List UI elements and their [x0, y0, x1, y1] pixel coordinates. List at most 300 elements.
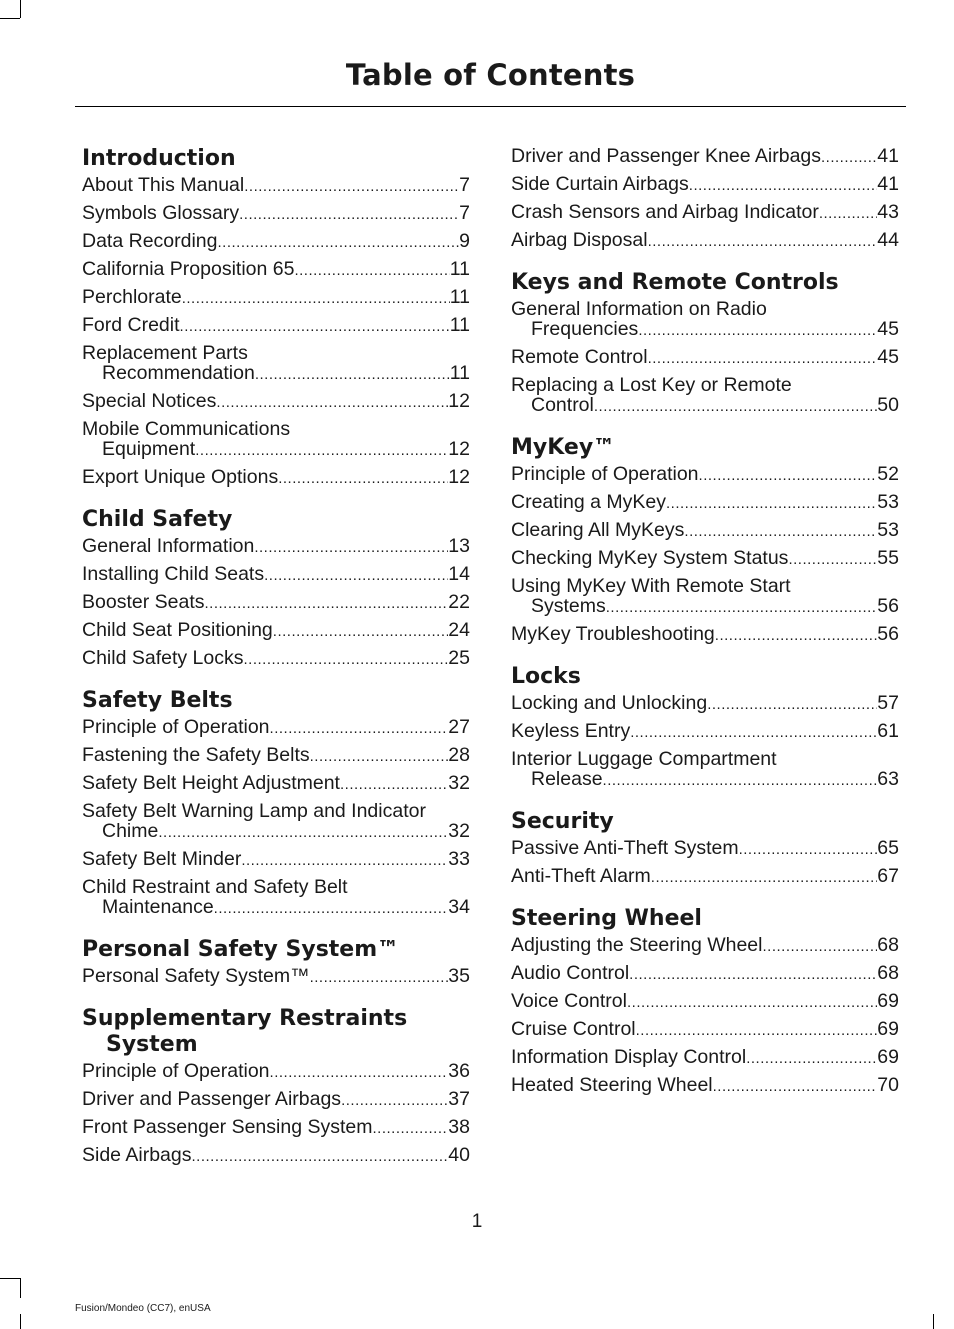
toc-entry[interactable] [511, 174, 899, 196]
entry-title: Safety Belt Warning Lamp and Indicator [82, 800, 426, 822]
dot-leader [310, 747, 449, 767]
entry-title: Airbag Disposal [511, 229, 648, 251]
dot-leader [629, 965, 877, 985]
section-heading [82, 688, 470, 714]
crop-mark [0, 18, 20, 19]
toc-entry[interactable] [82, 175, 470, 197]
toc-entry[interactable] [511, 624, 899, 646]
crop-mark [20, 1278, 21, 1298]
dot-leader [216, 393, 448, 413]
entry-line [82, 467, 470, 489]
entry-title: Information Display Control [511, 1046, 747, 1068]
entry-page-number: 68 [877, 962, 899, 984]
dot-leader [821, 148, 877, 168]
entry-page-number: 28 [448, 744, 470, 766]
section-heading-text: Keys and Remote Controls [511, 270, 839, 295]
toc-entry[interactable] [82, 1061, 470, 1083]
entry-page-number: 14 [448, 563, 470, 585]
toc-section [82, 688, 470, 919]
entry-line [511, 1019, 899, 1041]
toc-entry[interactable] [511, 492, 899, 514]
dot-leader [158, 823, 448, 843]
entry-line [511, 1075, 899, 1097]
dot-leader [239, 205, 459, 225]
entry-title: Anti-Theft Alarm [511, 865, 651, 887]
toc-entry[interactable] [511, 299, 899, 341]
entry-page-number: 32 [448, 820, 470, 842]
dot-leader [699, 466, 878, 486]
dot-leader [594, 397, 877, 417]
entry-line [511, 963, 899, 985]
entry-title: General Information on Radio [511, 298, 767, 320]
entry-title: Export Unique Options [82, 466, 279, 488]
toc-entry[interactable] [511, 202, 899, 224]
entry-line [82, 717, 470, 739]
dot-leader [204, 594, 448, 614]
entry-page-number: 13 [448, 535, 470, 557]
dot-leader [241, 851, 448, 871]
entry-line [82, 648, 470, 670]
section-heading [511, 270, 899, 296]
entry-page-number: 24 [448, 619, 470, 641]
entry-page-number: 7 [459, 202, 470, 224]
entry-title: Checking MyKey System Status [511, 547, 789, 569]
toc-entry[interactable] [82, 536, 470, 558]
toc-section [511, 906, 899, 1097]
toc-entry[interactable] [82, 315, 470, 337]
entry-line [82, 391, 470, 413]
entry-page-number: 12 [448, 438, 470, 460]
entry-title: Principle of Operation [82, 1060, 270, 1082]
section-heading [511, 435, 899, 461]
section-heading [511, 906, 899, 932]
entry-page-number: 12 [448, 466, 470, 488]
section-heading-text: Introduction [82, 146, 236, 171]
entry-page-number: 12 [448, 390, 470, 412]
dot-leader [341, 1091, 448, 1111]
entry-line [511, 769, 899, 791]
toc-entry[interactable] [511, 548, 899, 570]
entry-title: Principle of Operation [511, 463, 699, 485]
toc-entry[interactable] [511, 347, 899, 369]
dot-leader [195, 441, 448, 461]
entry-title: Front Passenger Sensing System [82, 1116, 373, 1138]
entry-page-number: 36 [448, 1060, 470, 1082]
entry-line [511, 866, 899, 888]
dot-leader [638, 321, 877, 341]
title-rule [75, 106, 906, 107]
dot-leader [273, 622, 449, 642]
crop-mark [0, 1278, 20, 1279]
section-heading-text: Locks [511, 664, 581, 689]
dot-leader [254, 538, 448, 558]
entry-line [82, 231, 470, 253]
entry-page-number: 68 [877, 934, 899, 956]
toc-entry[interactable] [511, 520, 899, 542]
entry-line [511, 721, 899, 743]
entry-title: General Information [82, 535, 255, 557]
section-heading-text: Safety Belts [82, 688, 233, 713]
dot-leader [707, 695, 877, 715]
toc-entry[interactable] [82, 467, 470, 489]
toc-entry[interactable] [82, 1145, 470, 1167]
dot-leader [340, 775, 448, 795]
toc-entry[interactable] [82, 287, 470, 309]
toc-section [511, 270, 899, 417]
dot-leader [762, 937, 877, 957]
dot-leader [648, 232, 878, 252]
entry-page-number: 53 [877, 519, 899, 541]
entry-line [511, 596, 899, 618]
entry-line [511, 464, 899, 486]
entry-title: Locking and Unlocking [511, 692, 708, 714]
section-heading-text: MyKey™ [511, 435, 616, 460]
entry-title: Safety Belt Minder [82, 848, 242, 870]
entry-title: Chime [102, 820, 159, 842]
toc-section [82, 146, 470, 489]
footer-text: Fusion/Mondeo (CC7), enUSA [75, 1303, 211, 1314]
toc-entry[interactable] [511, 230, 899, 252]
toc-entry[interactable] [82, 343, 470, 385]
entry-line [511, 174, 899, 196]
entry-page-number: 65 [877, 837, 899, 859]
entry-page-number: 61 [877, 720, 899, 742]
entry-title: Booster Seats [82, 591, 205, 613]
toc-column-left [82, 146, 470, 1185]
entry-page-number: 38 [448, 1116, 470, 1138]
entry-line [82, 1117, 470, 1139]
toc-entry[interactable] [511, 838, 899, 860]
toc-entry[interactable] [511, 1019, 899, 1041]
entry-title: MyKey Troubleshooting [511, 623, 715, 645]
entry-title: Adjusting the Steering Wheel [511, 934, 763, 956]
entry-title: Personal Safety System™ [82, 965, 310, 987]
toc-entry[interactable] [82, 620, 470, 642]
entry-title: Child Restraint and Safety Belt [82, 876, 348, 898]
dot-leader [739, 840, 878, 860]
entry-line [82, 1061, 470, 1083]
dot-leader [270, 719, 449, 739]
entry-line [511, 230, 899, 252]
section-heading [511, 664, 899, 690]
entry-page-number: 43 [877, 201, 899, 223]
entry-title: Safety Belt Height Adjustment [82, 772, 340, 794]
section-heading-text: Supplementary Restraints [82, 1006, 408, 1031]
entry-page-number: 70 [877, 1074, 899, 1096]
entry-title: Principle of Operation [82, 716, 270, 738]
entry-page-number: 53 [877, 491, 899, 513]
section-heading-text: Steering Wheel [511, 906, 702, 931]
entry-title: About This Manual [82, 174, 245, 196]
entry-title: Child Safety Locks [82, 647, 244, 669]
toc-section [82, 1006, 470, 1167]
dot-leader [630, 723, 877, 743]
entry-page-number: 27 [448, 716, 470, 738]
entry-title: Audio Control [511, 962, 630, 984]
toc-entry[interactable] [511, 375, 899, 417]
dot-leader [648, 349, 878, 369]
entry-line [511, 693, 899, 715]
entry-line [82, 1089, 470, 1111]
toc-entry[interactable] [82, 391, 470, 413]
entry-page-number: 44 [877, 229, 899, 251]
dot-leader [666, 494, 877, 514]
entry-title: Passive Anti-Theft System [511, 837, 739, 859]
entry-line [82, 773, 470, 795]
entry-line [82, 363, 470, 385]
entry-page-number: 57 [877, 692, 899, 714]
toc-entry[interactable] [82, 849, 470, 871]
entry-page-number: 55 [877, 547, 899, 569]
toc-entry[interactable] [511, 866, 899, 888]
entry-title: Crash Sensors and Airbag Indicator [511, 201, 819, 223]
entry-line [511, 1047, 899, 1069]
crop-mark [20, 1314, 21, 1329]
toc-entry[interactable] [511, 576, 899, 618]
entry-page-number: 34 [448, 896, 470, 918]
section-heading-text: System [106, 1032, 198, 1057]
toc-entry[interactable] [82, 1089, 470, 1111]
section-heading [82, 937, 470, 963]
toc-entry[interactable] [511, 749, 899, 791]
section-heading [511, 809, 899, 835]
entry-line [511, 202, 899, 224]
dot-leader [746, 1049, 877, 1069]
entry-page-number: 50 [877, 394, 899, 416]
page-number: 1 [471, 1211, 483, 1232]
entry-line [82, 592, 470, 614]
entry-line [82, 536, 470, 558]
toc-entry[interactable] [82, 231, 470, 253]
entry-title: Driver and Passenger Knee Airbags [511, 145, 822, 167]
entry-title: Clearing All MyKeys [511, 519, 685, 541]
entry-line [82, 849, 470, 871]
entry-page-number: 69 [877, 1046, 899, 1068]
page-title: Table of Contents [345, 58, 636, 92]
entry-line [511, 624, 899, 646]
toc-entry[interactable] [82, 717, 470, 739]
entry-page-number: 37 [448, 1088, 470, 1110]
dot-leader [310, 968, 449, 988]
entry-line [82, 564, 470, 586]
dot-leader [244, 177, 459, 197]
entry-title: Fastening the Safety Belts [82, 744, 310, 766]
entry-page-number: 11 [449, 286, 470, 308]
toc-section [82, 937, 470, 988]
toc-entry[interactable] [82, 564, 470, 586]
dot-leader [788, 550, 877, 570]
dot-leader [819, 204, 877, 224]
entry-page-number: 40 [448, 1144, 470, 1166]
crop-mark [20, 0, 21, 18]
entry-page-number: 69 [877, 990, 899, 1012]
toc-entry[interactable] [82, 877, 470, 919]
entry-page-number: 35 [448, 965, 470, 987]
entry-line [82, 821, 470, 843]
entry-title: Recommendation [102, 362, 255, 384]
entry-line [511, 548, 899, 570]
toc-entry[interactable] [82, 648, 470, 670]
entry-title: Special Notices [82, 390, 217, 412]
dot-leader [651, 868, 878, 888]
section-heading [82, 507, 470, 533]
dot-leader [244, 650, 449, 670]
toc-entry[interactable] [82, 801, 470, 843]
entry-title: Installing Child Seats [82, 563, 265, 585]
entry-line [82, 287, 470, 309]
entry-title: Replacing a Lost Key or Remote [511, 374, 792, 396]
toc-section [82, 507, 470, 670]
toc-column-right [511, 146, 899, 1115]
entry-page-number: 45 [877, 346, 899, 368]
entry-line [511, 520, 899, 542]
dot-leader [713, 1077, 878, 1097]
dot-leader [278, 469, 448, 489]
entry-page-number: 41 [877, 173, 899, 195]
entry-page-number: 52 [877, 463, 899, 485]
dot-leader [182, 289, 450, 309]
entry-line [511, 991, 899, 1013]
entry-title: Interior Luggage Compartment [511, 748, 777, 770]
entry-title: Symbols Glossary [82, 202, 240, 224]
entry-line [82, 439, 470, 461]
entry-page-number: 11 [449, 258, 470, 280]
entry-line [511, 347, 899, 369]
entry-title: Keyless Entry [511, 720, 631, 742]
entry-page-number: 11 [449, 362, 470, 384]
toc-entry[interactable] [511, 1047, 899, 1069]
entry-page-number: 63 [877, 768, 899, 790]
entry-title: Frequencies [531, 318, 639, 340]
dot-leader [636, 1021, 878, 1041]
entry-title: California Proposition 65 [82, 258, 295, 280]
entry-page-number: 45 [877, 318, 899, 340]
dot-leader [218, 233, 460, 253]
dot-leader [627, 993, 877, 1013]
entry-title: Remote Control [511, 346, 648, 368]
dot-leader [255, 365, 450, 385]
toc-entry[interactable] [511, 935, 899, 957]
toc-section [511, 435, 899, 646]
toc-entry[interactable] [511, 991, 899, 1013]
entry-title: Equipment [102, 438, 196, 460]
toc-entry[interactable] [82, 773, 470, 795]
entry-title: Child Seat Positioning [82, 619, 273, 641]
entry-page-number: 56 [877, 595, 899, 617]
section-heading-text: Personal Safety System™ [82, 937, 400, 962]
dot-leader [606, 598, 878, 618]
section-heading [82, 1006, 470, 1058]
toc-entry[interactable] [82, 745, 470, 767]
dot-leader [192, 1147, 449, 1167]
toc-entry[interactable] [511, 464, 899, 486]
entry-title: Release [531, 768, 603, 790]
entry-line [511, 146, 899, 168]
toc-entry[interactable] [511, 693, 899, 715]
entry-title: Side Curtain Airbags [511, 173, 689, 195]
entry-page-number: 69 [877, 1018, 899, 1040]
entry-line [82, 315, 470, 337]
entry-title: Replacement Parts [82, 342, 248, 364]
entry-title: Control [531, 394, 594, 416]
dot-leader [715, 626, 878, 646]
entry-line [511, 838, 899, 860]
entry-page-number: 67 [877, 865, 899, 887]
entry-line [82, 175, 470, 197]
toc-entry[interactable] [511, 721, 899, 743]
entry-line [511, 492, 899, 514]
entry-title: Heated Steering Wheel [511, 1074, 713, 1096]
entry-line [82, 203, 470, 225]
crop-mark [933, 1314, 934, 1329]
toc-section [511, 809, 899, 888]
toc-section [511, 664, 899, 791]
entry-title: Voice Control [511, 990, 627, 1012]
entry-page-number: 22 [448, 591, 470, 613]
section-heading-text: Child Safety [82, 507, 233, 532]
toc-entry[interactable] [511, 146, 899, 168]
dot-leader [689, 176, 878, 196]
dot-leader [603, 771, 878, 791]
entry-page-number: 41 [877, 145, 899, 167]
entry-page-number: 25 [448, 647, 470, 669]
dot-leader [294, 261, 449, 281]
entry-title: Using MyKey With Remote Start [511, 575, 791, 597]
entry-page-number: 9 [459, 230, 470, 252]
dot-leader [264, 566, 448, 586]
dot-leader [372, 1119, 448, 1139]
entry-page-number: 33 [448, 848, 470, 870]
entry-line [82, 897, 470, 919]
entry-title: Creating a MyKey [511, 491, 666, 513]
toc-entry[interactable] [511, 1075, 899, 1097]
entry-line [511, 395, 899, 417]
entry-title: Systems [531, 595, 606, 617]
entry-title: Ford Credit [82, 314, 180, 336]
dot-leader [214, 899, 449, 919]
entry-line [82, 1145, 470, 1167]
entry-page-number: 11 [449, 314, 470, 336]
entry-page-number: 7 [459, 174, 470, 196]
entry-line [82, 620, 470, 642]
toc-entry[interactable] [82, 203, 470, 225]
entry-title: Data Recording [82, 230, 218, 252]
entry-page-number: 56 [877, 623, 899, 645]
entry-title: Side Airbags [82, 1144, 192, 1166]
dot-leader [180, 317, 450, 337]
entry-title: Driver and Passenger Airbags [82, 1088, 342, 1110]
toc-entry[interactable] [511, 963, 899, 985]
toc-entry[interactable] [82, 966, 470, 988]
entry-page-number: 32 [448, 772, 470, 794]
entry-title: Maintenance [102, 896, 214, 918]
entry-line [511, 935, 899, 957]
entry-title: Perchlorate [82, 286, 182, 308]
toc-entry[interactable] [82, 259, 470, 281]
entry-title: Cruise Control [511, 1018, 636, 1040]
toc-entry[interactable] [82, 1117, 470, 1139]
entry-line [511, 319, 899, 341]
toc-entry[interactable] [82, 419, 470, 461]
dot-leader [270, 1063, 449, 1083]
section-heading [82, 146, 470, 172]
toc-entry[interactable] [82, 592, 470, 614]
entry-line [82, 966, 470, 988]
entry-line [82, 745, 470, 767]
section-heading-text: Security [511, 809, 614, 834]
dot-leader [684, 522, 877, 542]
entry-line [82, 259, 470, 281]
